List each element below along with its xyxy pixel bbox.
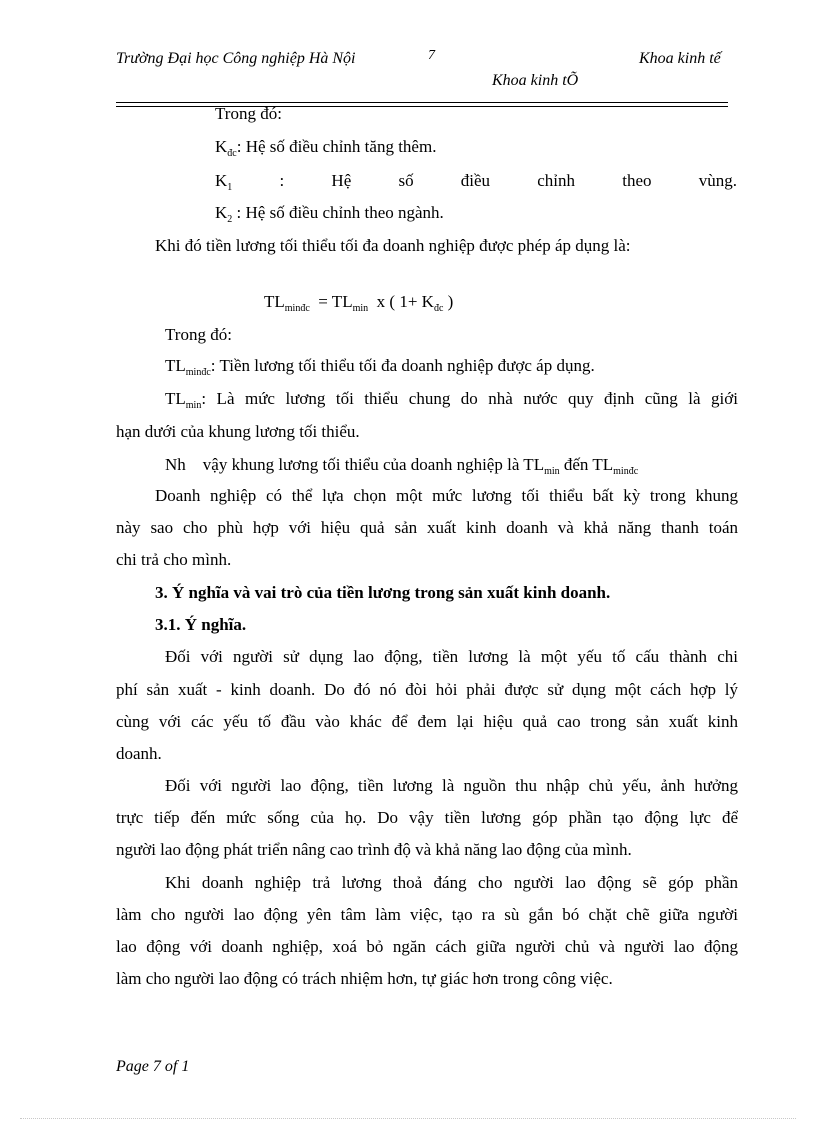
header-faculty: Khoa kinh tế <box>639 50 721 67</box>
line-phu-hop: này sao cho phù hợp với hiệu quả sản xuất kinh doanh và khả năng thanh toán <box>116 518 738 537</box>
line-tlmindc-def: $TL_{minđc}$: Tiền lương tối thiểu tối đa doanh nghiệp được áp dụng. <box>165 356 595 378</box>
line-tlmin-def: $TL_{min}$: Là mức lương tối thiểu chung do nhà nước quy định cũng là giới <box>165 389 738 411</box>
line-chi-tra: chi trả cho mình. <box>116 550 232 569</box>
para3-line4: làm cho người lao động có trách nhiệm hơn, tự giác hơn trong công việc. <box>116 969 613 988</box>
line-han-duoi: hạn dưới của khung lương tối thiểu. <box>116 422 360 441</box>
header-rule-bottom <box>116 106 728 107</box>
page-footer: Page 7 of 1 <box>116 1058 190 1075</box>
header-page-number: 7 <box>428 48 435 63</box>
para3-line1: Khi doanh nghiệp trả lương thoả đáng cho người lao động sẽ góp phần <box>165 873 738 892</box>
formula: $TL_{minđc} = TL_{min}$ x ( $1+ K_{đc}$ ) <box>264 292 454 314</box>
line-k2: $K_2$ : Hệ số điều chỉnh theo ngành. <box>215 203 444 225</box>
para1-line3: cùng với các yếu tố đầu vào khác để đem lại hiệu quả cao trong sản xuất kinh <box>116 712 738 731</box>
para2-line2: trực tiếp đến mức sống của họ. Do vậy tiền lương góp phần tạo động lực để <box>116 808 738 827</box>
line-trong-do-2: Trong đó: <box>165 325 232 344</box>
para3-line3: lao động với doanh nghiệp, xoá bỏ ngăn cách giữa người chủ và người lao động <box>116 937 738 956</box>
line-k1: $K_1$ : Hệ số điều chỉnh theo vùng. <box>215 171 737 193</box>
para3-line2: làm cho người lao động yên tâm làm việc, tạo ra sù gắn bó chặt chẽ giữa người <box>116 905 738 924</box>
header-faculty-sub: Khoa kinh tÕ <box>492 72 579 89</box>
line-dn-lua-chon: Doanh nghiệp có thể lựa chọn một mức lương tối thiểu bất kỳ trong khung <box>155 486 738 505</box>
para1-line1: Đối với người sử dụng lao động, tiền lương là một yếu tố cấu thành chi <box>165 647 738 666</box>
para1-line4: doanh. <box>116 744 162 763</box>
para2-line3: người lao động phát triển nâng cao trình độ và khả năng lao động của mình. <box>116 840 632 859</box>
heading-section-3: 3. Ý nghĩa và vai trò của tiền lương trong sản xuất kinh doanh. <box>155 583 611 602</box>
line-kdc: $K_{đc}$: Hệ số điều chỉnh tăng thêm. <box>215 137 437 159</box>
header-school-name: Trường Đại học Công nghiệp Hà Nội <box>116 50 356 67</box>
header-rule-top <box>116 102 728 103</box>
para2-line1: Đối với người lao động, tiền lương là nguồn thu nhập chủ yếu, ảnh hưởng <box>165 776 738 795</box>
heading-section-3-1: 3.1. Ý nghĩa. <box>155 615 247 634</box>
para1-line2: phí sản xuất - kinh doanh. Do đó nó đòi hỏi phải được sử dụng một cách hợp lý <box>116 680 738 699</box>
line-trong-do-1: Trong đó: <box>215 104 282 123</box>
line-khung-luong: Nh vậy khung lương tối thiểu của doanh nghiệp là $TL_{min}$ đến $TL_{minđc}$ <box>165 455 639 477</box>
line-khi-do: Khi đó tiền lương tối thiểu tối đa doanh nghiệp được phép áp dụng là: <box>155 236 631 255</box>
page-bottom-divider <box>20 1118 796 1119</box>
